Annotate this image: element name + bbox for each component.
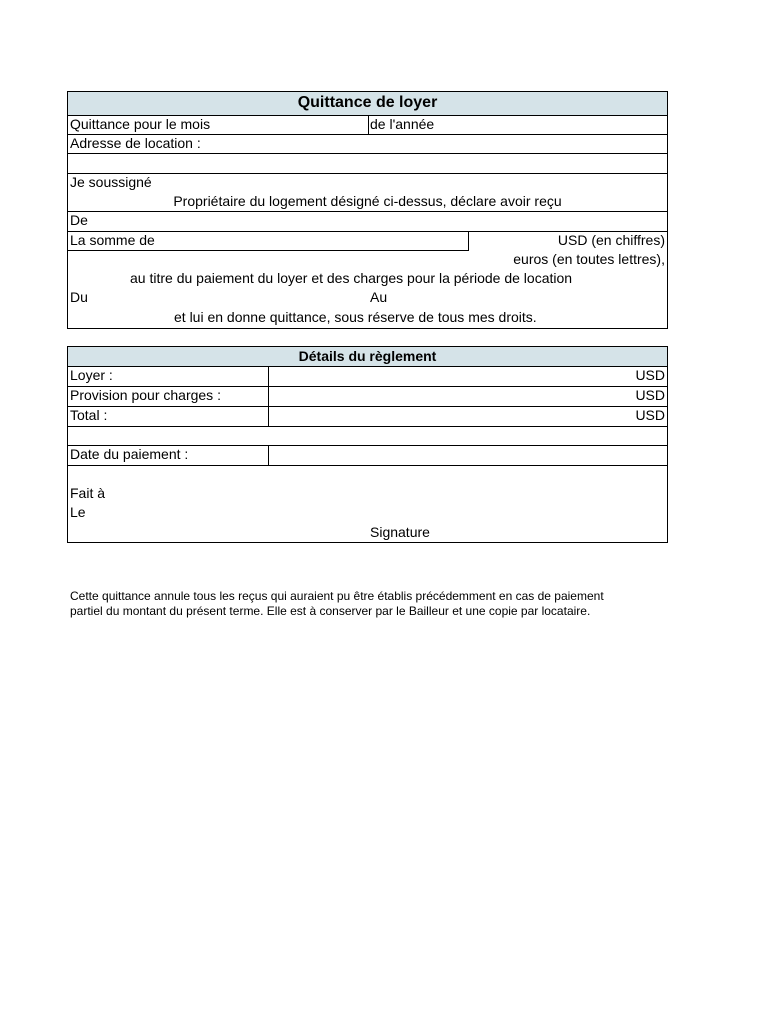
provision-label: Provision pour charges : — [70, 387, 221, 403]
loyer-currency: USD — [635, 367, 665, 383]
mois-annee-divider — [368, 115, 369, 134]
loyer-label: Loyer : — [70, 367, 113, 383]
total-currency: USD — [635, 407, 665, 423]
quittance-section — [67, 91, 668, 329]
row-divider — [68, 426, 667, 427]
de-label: De — [70, 212, 88, 228]
note-line-1: Cette quittance annule tous les reçus qui auraient pu être établis précédemment en cas de paiement — [70, 589, 604, 603]
signature-label: Signature — [370, 524, 430, 540]
proprietaire-text: Propriétaire du logement désigné ci-dessus, déclare avoir reçu — [173, 193, 562, 209]
annee-label: de l'année — [370, 116, 435, 132]
chiffres-label: USD (en chiffres) — [557, 232, 665, 248]
fait-label: Fait à — [70, 485, 106, 501]
reglement-section — [67, 346, 668, 543]
date-divider — [268, 445, 269, 465]
somme-label: La somme de — [70, 232, 155, 248]
row-divider — [68, 406, 667, 407]
note-line-2: partiel du montant du présent terme. Elle est à conserver par le Bailleur et une copie par locataire. — [70, 604, 591, 618]
reglement-column-divider — [268, 366, 269, 426]
au-label: Au — [370, 289, 388, 305]
provision-currency: USD — [635, 387, 665, 403]
row-divider — [68, 153, 667, 154]
somme-bottom-line — [68, 250, 469, 251]
date-paiement-label: Date du paiement : — [70, 446, 189, 462]
footer-note — [70, 589, 670, 619]
mois-label: Quittance pour le mois — [70, 116, 211, 132]
row-divider — [68, 211, 667, 212]
du-label: Du — [70, 289, 88, 305]
quittance-text: et lui en donne quittance, sous réserve de tous mes droits. — [174, 309, 537, 325]
soussigne-label: Je soussigné — [70, 174, 152, 190]
row-divider — [68, 173, 667, 174]
adresse-label: Adresse de location : — [70, 135, 201, 151]
titre-text: au titre du paiement du loyer et des charges pour la période de location — [130, 270, 573, 286]
total-label: Total : — [70, 407, 108, 423]
quittance-title: Quittance de loyer — [68, 92, 667, 116]
reglement-title: Détails du règlement — [68, 347, 667, 367]
somme-divider — [468, 231, 469, 250]
le-label: Le — [70, 504, 86, 520]
row-divider — [68, 465, 667, 466]
lettres-label: euros (en toutes lettres), — [513, 251, 665, 267]
